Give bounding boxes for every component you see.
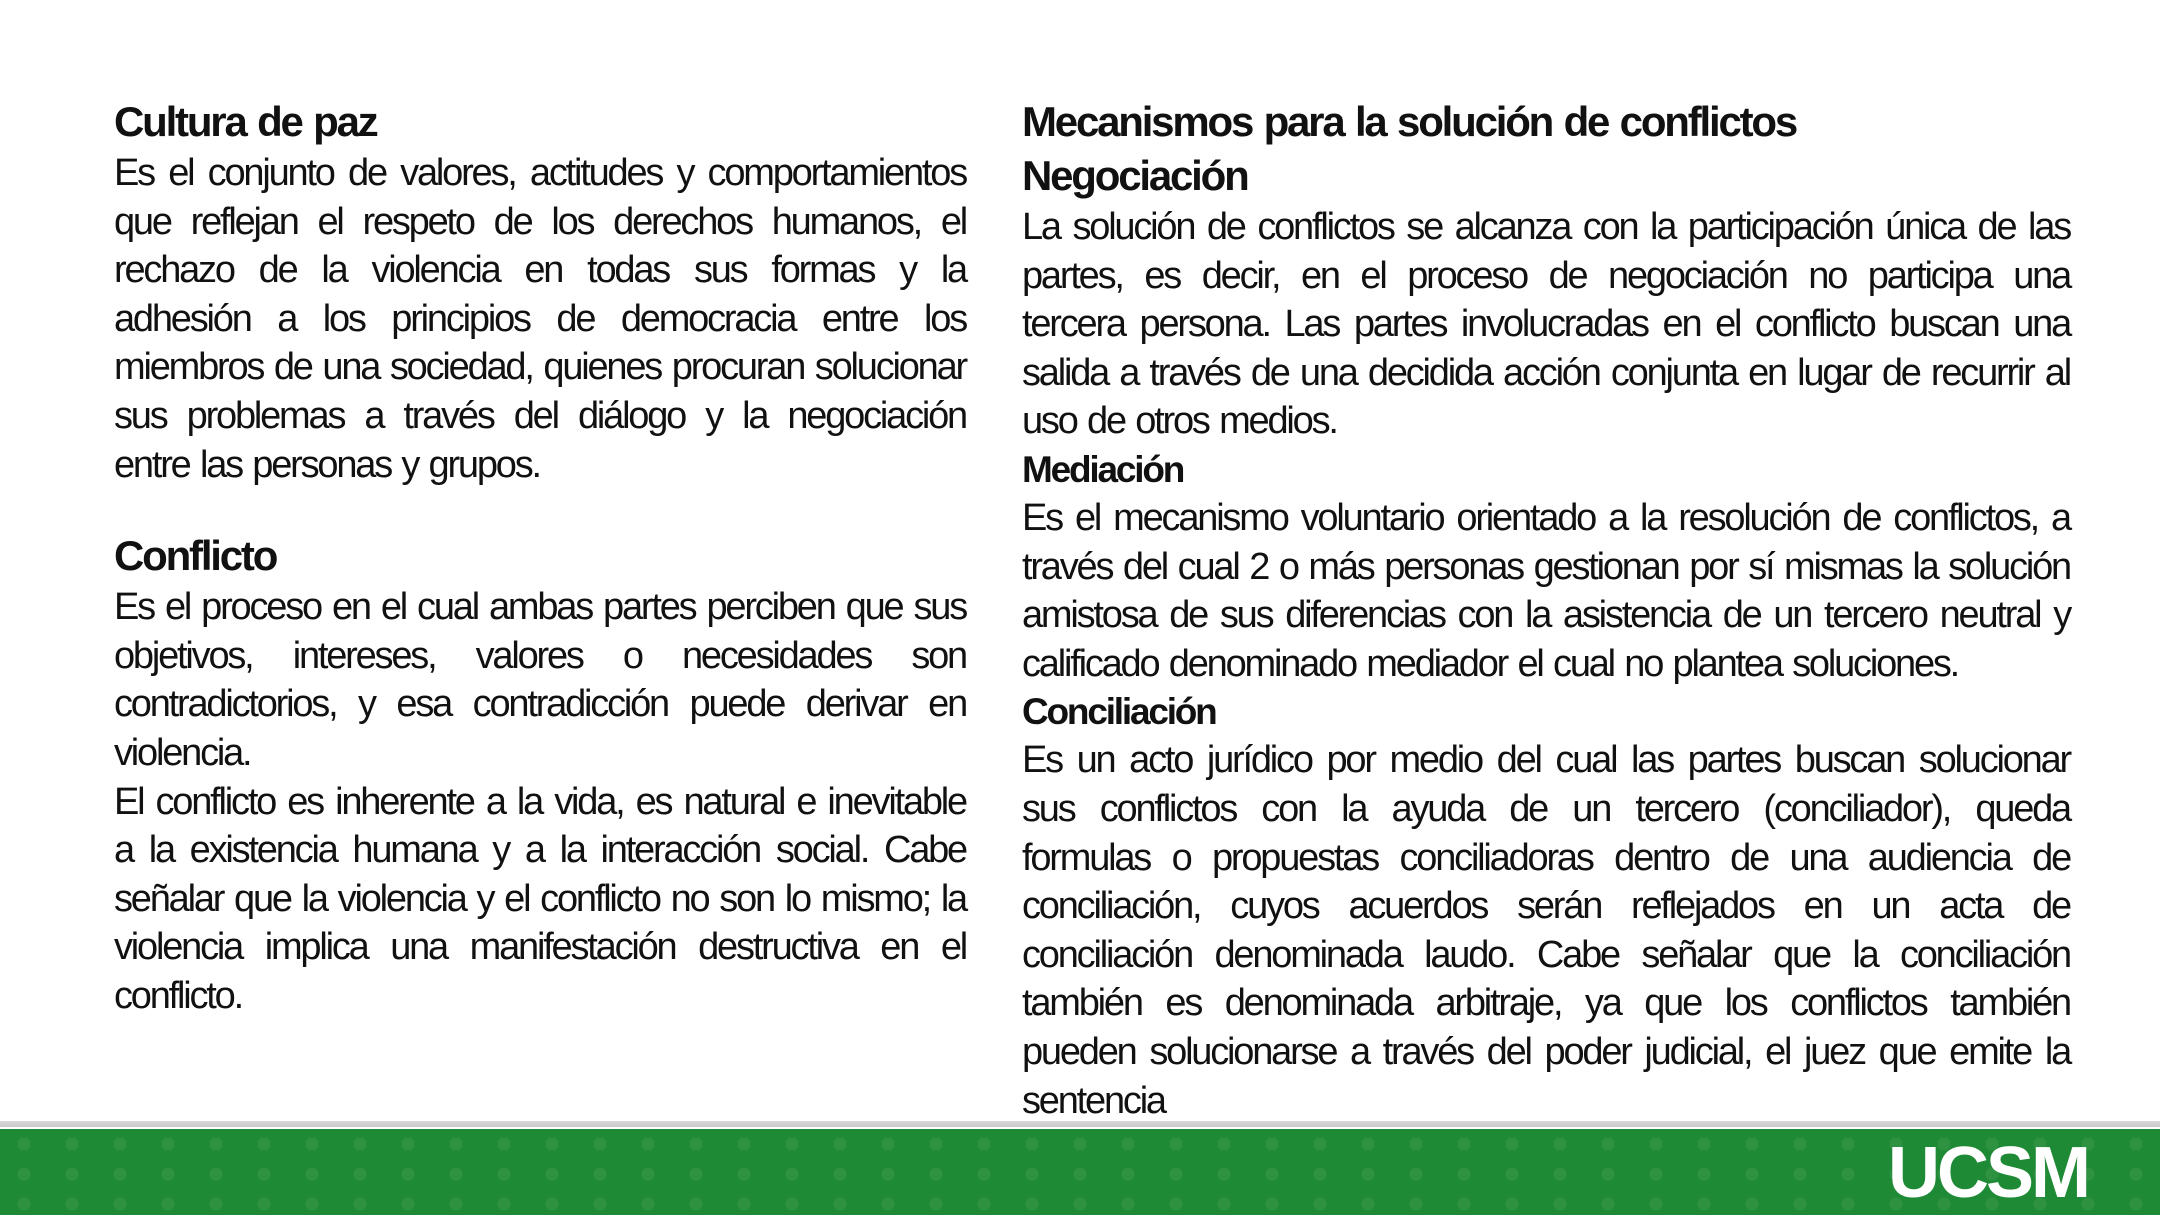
mecanismos-heading: Mecanismos para la solución de conflictos bbox=[1022, 98, 1797, 145]
spacer bbox=[114, 489, 966, 529]
ucsm-logo: UCSM bbox=[1888, 1133, 2088, 1213]
cultura-de-paz-heading: Cultura de paz bbox=[114, 98, 377, 145]
footer-divider bbox=[0, 1121, 2160, 1127]
footer-band bbox=[0, 1121, 2160, 1215]
conciliacion-text: Es un acto jurídico por medio del cual las partes buscan solucionar sus conflictos con la ayuda de un tercero (conciliador), queda formulas o propuestas conciliadoras dentro de una audiencia de conciliación, cuyos acuerdos serán reflejados en un acta de conciliación denominada laudo. Cabe señalar que la conciliación también es denominada arbitraje, ya que los conflictos también pueden solucionarse a través del poder judicial, el juez que emite la sentencia bbox=[1022, 739, 2070, 1122]
conflicto-heading: Conflicto bbox=[114, 532, 277, 580]
conflicto-definition-text: Es el proceso en el cual ambas partes perciben que sus objetivos, intereses, valores o necesidades son contradictorios, y esa contradicción puede derivar en violencia. bbox=[114, 586, 966, 774]
negociacion-text: La solución de conflictos se alcanza con la participación única de las partes, es decir, en el proceso de negociación no participa una tercera persona. Las partes involucradas en el conflicto buscan una salida a través de una decidida acción conjunta en lugar de recurrir al uso de otros medios. bbox=[1022, 206, 2070, 443]
mediacion-text: Es el mecanismo voluntario orientado a la resolución de conflictos, a través del cual 2 o más personas gestionan por sí mismas la solución amistosa de sus diferencias con la asistencia de un tercero neutral y calificado denominado mediador el cual no plantea soluciones. bbox=[1022, 496, 2070, 685]
mediacion-heading: Mediación bbox=[1022, 448, 1184, 490]
conciliacion-heading: Conciliación bbox=[1022, 691, 1216, 733]
conflicto-nature-text: El conflicto es inherente a la vida, es natural e inevitable a la existencia humana y a la interacción social. Cabe señalar que la violencia y el conflicto no son lo mismo; la violencia implica una manifestación destructiva en el conflicto. bbox=[114, 780, 966, 1017]
negociacion-heading: Negociación bbox=[1022, 152, 1248, 199]
footer-green-band bbox=[0, 1129, 2160, 1215]
left-column bbox=[114, 95, 966, 1021]
right-column bbox=[1022, 95, 2070, 1125]
cultura-de-paz-text: Es el conjunto de valores, actitudes y comportamientos que reflejan el respeto de los derechos humanos, el rechazo de la violencia en todas sus formas y la adhesión a los principios de democracia entre los miembros de una sociedad, quienes procuran solucionar sus problemas a través del diálogo y la negociación entre las personas y grupos. bbox=[114, 152, 966, 486]
